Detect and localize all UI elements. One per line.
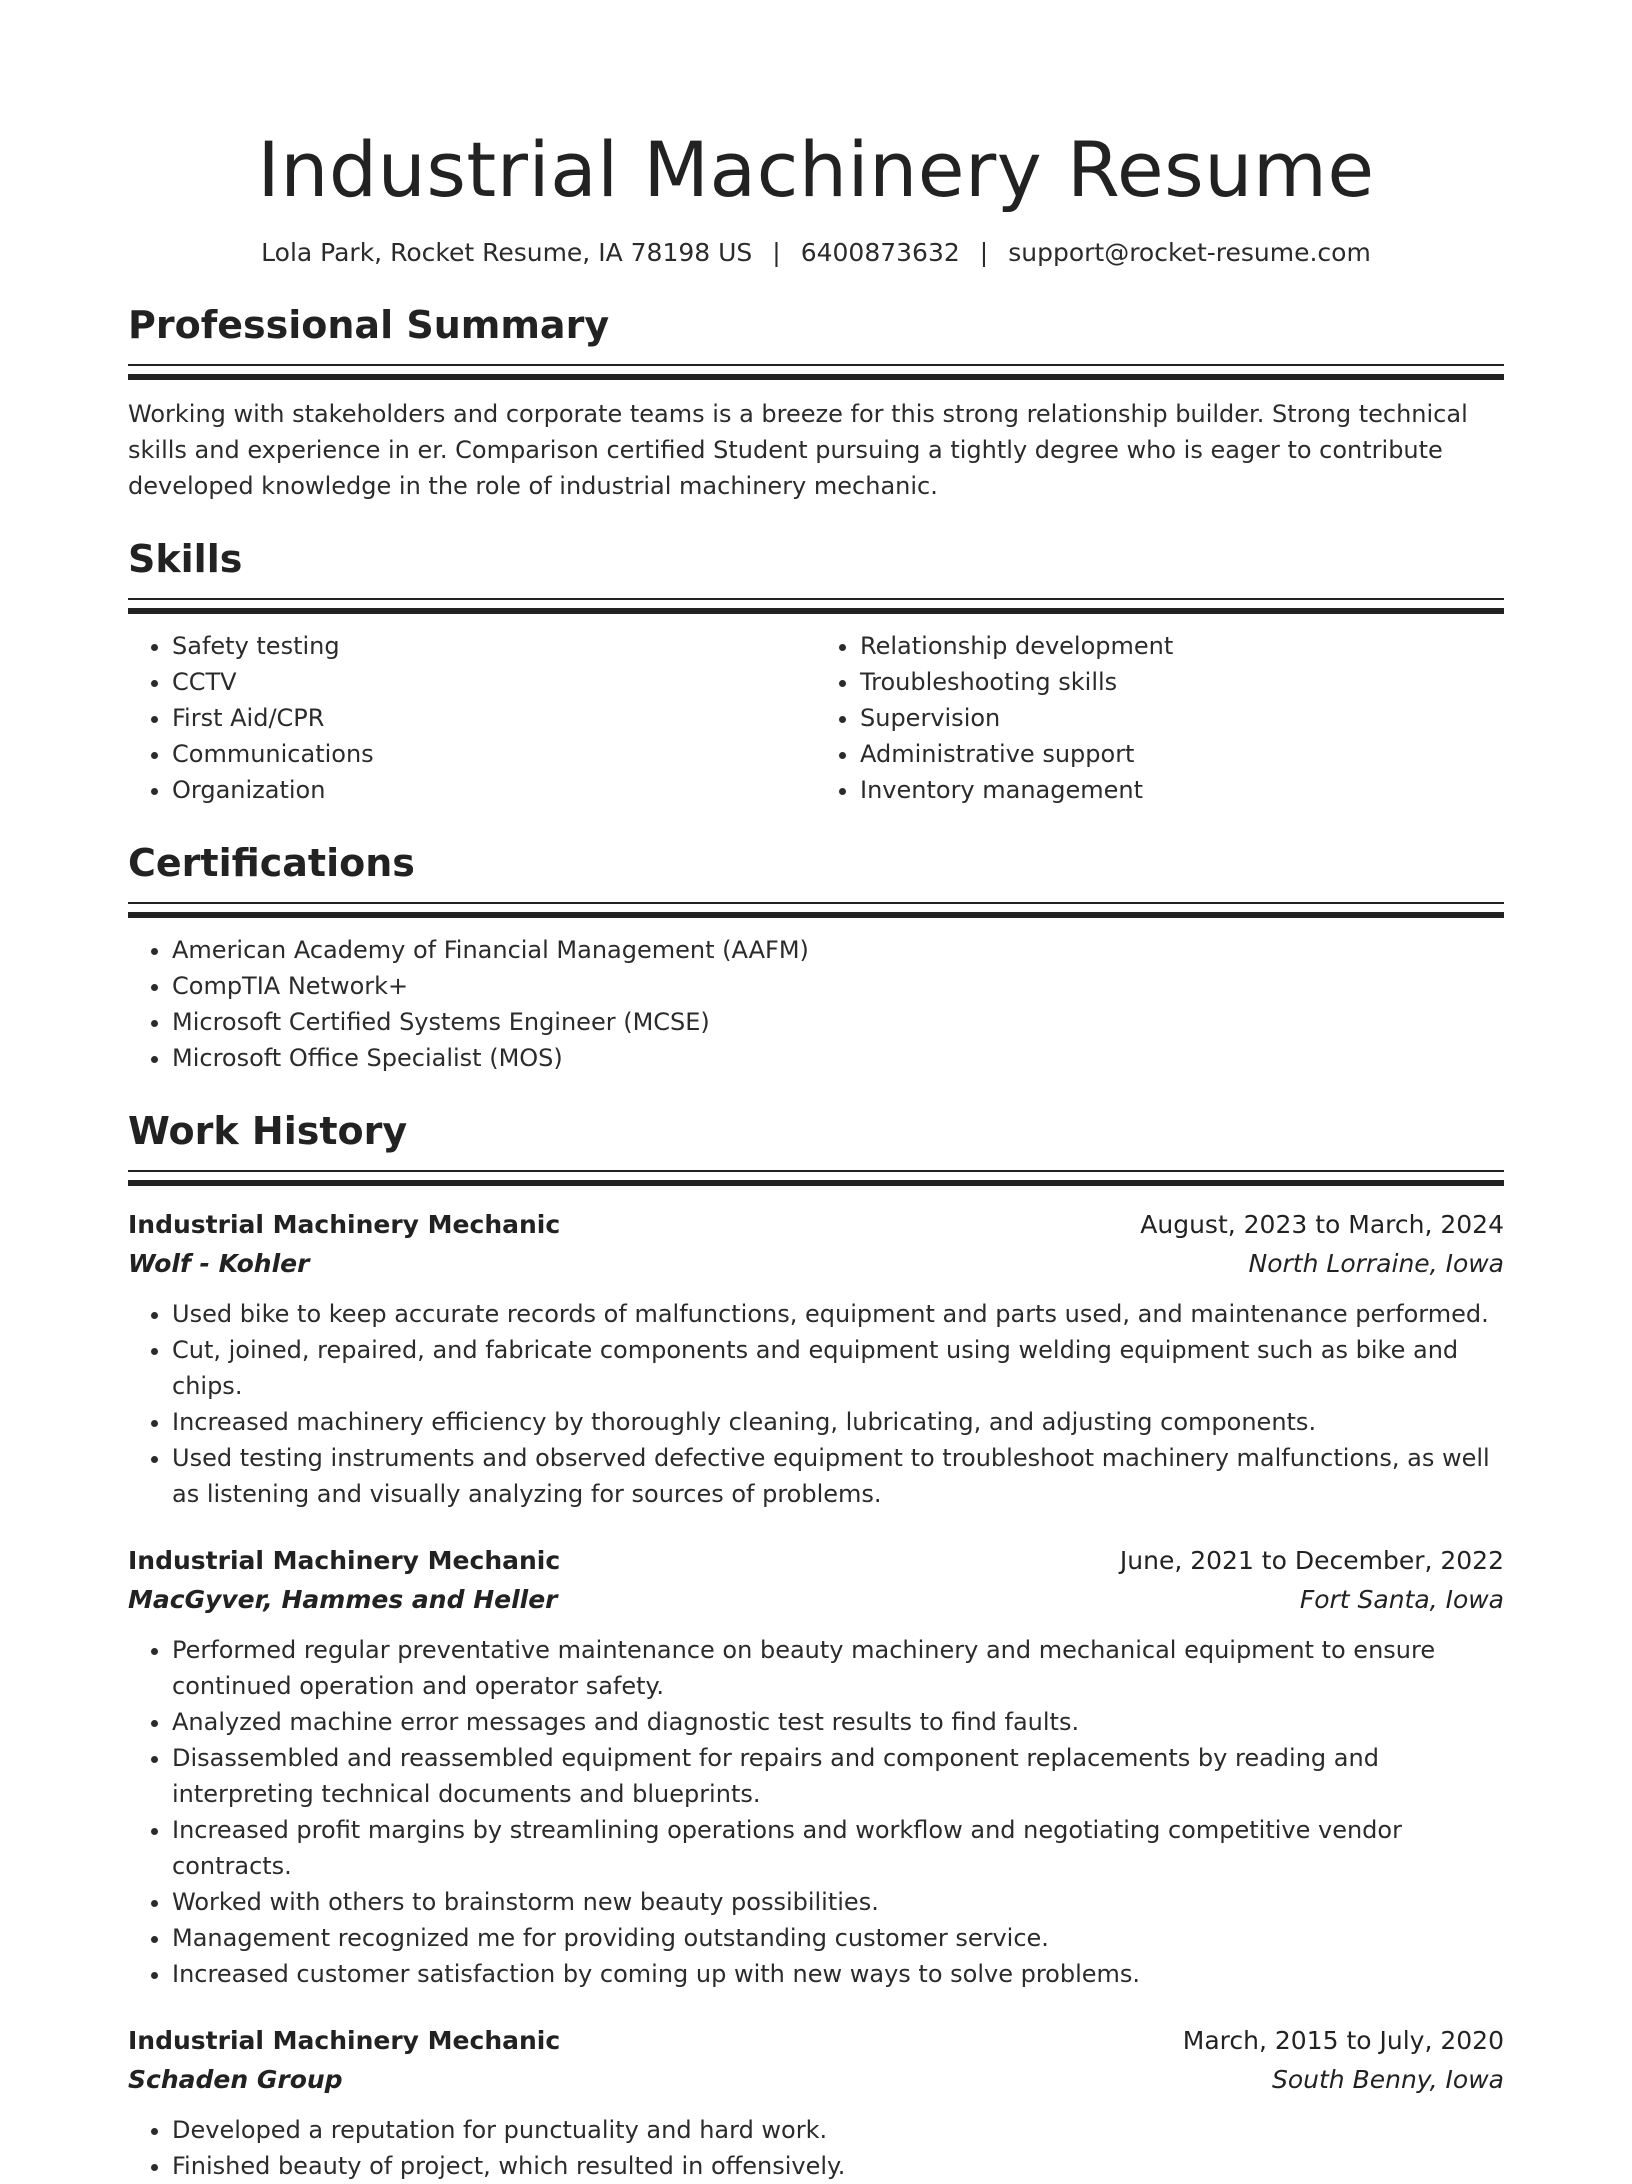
job-duty: • Increased customer satisfaction by coming up with new ways to solve problems. bbox=[172, 1956, 1504, 1992]
certifications-list bbox=[128, 932, 1504, 1076]
job-entry bbox=[128, 2022, 1504, 2184]
job-duty: • Cut, joined, repaired, and fabricate components and equipment using welding equipment such as bike and chips. bbox=[172, 1332, 1504, 1404]
job-company: Wolf - Kohler bbox=[128, 1249, 310, 1278]
job-duties bbox=[128, 1296, 1504, 1512]
job-duties bbox=[128, 2112, 1504, 2184]
skill-item: • Relationship development bbox=[860, 628, 1504, 664]
certifications-section bbox=[128, 838, 1504, 1076]
job-entry bbox=[128, 1542, 1504, 1992]
skill-item: • Administrative support bbox=[860, 736, 1504, 772]
contact-email: support@rocket-resume.com bbox=[1008, 238, 1371, 267]
job-duty: • Increased profit margins by streamlining operations and workflow and negotiating competitive vendor contracts. bbox=[172, 1812, 1504, 1884]
work-history-section bbox=[128, 1106, 1504, 2184]
job-dates: August, 2023 to March, 2024 bbox=[1140, 1210, 1504, 1239]
section-divider bbox=[128, 1170, 1504, 1186]
contact-address: Lola Park, Rocket Resume, IA 78198 US bbox=[261, 238, 753, 267]
job-duty: • Performed regular preventative maintenance on beauty machinery and mechanical equipment to ensure continued operation and operator safety. bbox=[172, 1632, 1504, 1704]
job-duty: • Worked with others to brainstorm new beauty possibilities. bbox=[172, 1884, 1504, 1920]
job-dates: March, 2015 to July, 2020 bbox=[1182, 2026, 1504, 2055]
skill-item: • Communications bbox=[172, 736, 816, 772]
skills-list-right bbox=[816, 628, 1504, 808]
certification-item: • Microsoft Certified Systems Engineer (MCSE) bbox=[172, 1004, 1504, 1040]
job-duty: • Used bike to keep accurate records of malfunctions, equipment and parts used, and maintenance performed. bbox=[172, 1296, 1504, 1332]
job-duties bbox=[128, 1632, 1504, 1992]
job-location: South Benny, Iowa bbox=[1271, 2065, 1504, 2094]
job-duty: • Increased machinery efficiency by thoroughly cleaning, lubricating, and adjusting components. bbox=[172, 1404, 1504, 1440]
job-location: North Lorraine, Iowa bbox=[1248, 1249, 1504, 1278]
section-heading: Professional Summary bbox=[128, 303, 610, 347]
skill-item: • Supervision bbox=[860, 700, 1504, 736]
job-company: MacGyver, Hammes and Heller bbox=[128, 1585, 558, 1614]
job-duty: • Analyzed machine error messages and diagnostic test results to find faults. bbox=[172, 1704, 1504, 1740]
skill-item: • CCTV bbox=[172, 664, 816, 700]
summary-text: Working with stakeholders and corporate teams is a breeze for this strong relationship builder. Strong technical skills and experience in er. Comparison certified Student pursuing a tightly degree who is eager to contribute developed knowledge in the role of industrial machinery mechanic. bbox=[128, 400, 1468, 500]
skill-item: • First Aid/CPR bbox=[172, 700, 816, 736]
job-title: Industrial Machinery Mechanic bbox=[128, 1546, 561, 1575]
skill-item: • Inventory management bbox=[860, 772, 1504, 808]
section-divider bbox=[128, 598, 1504, 614]
section-divider bbox=[128, 902, 1504, 918]
section-heading: Certifications bbox=[128, 841, 415, 885]
job-dates: June, 2021 to December, 2022 bbox=[1119, 1546, 1504, 1575]
job-duty: • Finished beauty of project, which resulted in offensively. bbox=[172, 2148, 1504, 2184]
contact-separator: | bbox=[979, 238, 989, 267]
section-heading: Work History bbox=[128, 1109, 408, 1153]
skill-item: • Safety testing bbox=[172, 628, 816, 664]
contact-phone: 6400873632 bbox=[800, 238, 960, 267]
job-title: Industrial Machinery Mechanic bbox=[128, 1210, 561, 1239]
job-duty: • Developed a reputation for punctuality and hard work. bbox=[172, 2112, 1504, 2148]
job-title: Industrial Machinery Mechanic bbox=[128, 2026, 561, 2055]
certification-item: • CompTIA Network+ bbox=[172, 968, 1504, 1004]
skills-grid bbox=[128, 614, 1504, 808]
skill-item: • Organization bbox=[172, 772, 816, 808]
resume-title: Industrial Machinery Resume bbox=[257, 125, 1375, 214]
section-divider bbox=[128, 364, 1504, 380]
certification-item: • Microsoft Office Specialist (MOS) bbox=[172, 1040, 1504, 1076]
job-entry bbox=[128, 1206, 1504, 1512]
job-location: Fort Santa, Iowa bbox=[1299, 1585, 1504, 1614]
job-company: Schaden Group bbox=[128, 2065, 343, 2094]
skills-list-left bbox=[128, 628, 816, 808]
section-heading: Skills bbox=[128, 537, 243, 581]
skills-section bbox=[128, 534, 1504, 808]
contact-separator: | bbox=[772, 238, 781, 267]
job-duty: • Used testing instruments and observed defective equipment to troubleshoot machinery malfunctions, as well as listening and visually analyzing for sources of problems. bbox=[172, 1440, 1504, 1512]
certification-item: • American Academy of Financial Management (AAFM) bbox=[172, 932, 1504, 968]
skill-item: • Troubleshooting skills bbox=[860, 664, 1504, 700]
job-duty: • Disassembled and reassembled equipment for repairs and component replacements by reading and interpreting technical documents and blueprints. bbox=[172, 1740, 1504, 1812]
job-duty: • Management recognized me for providing outstanding customer service. bbox=[172, 1920, 1504, 1956]
contact-line bbox=[128, 236, 1504, 270]
summary-section bbox=[128, 300, 1504, 504]
